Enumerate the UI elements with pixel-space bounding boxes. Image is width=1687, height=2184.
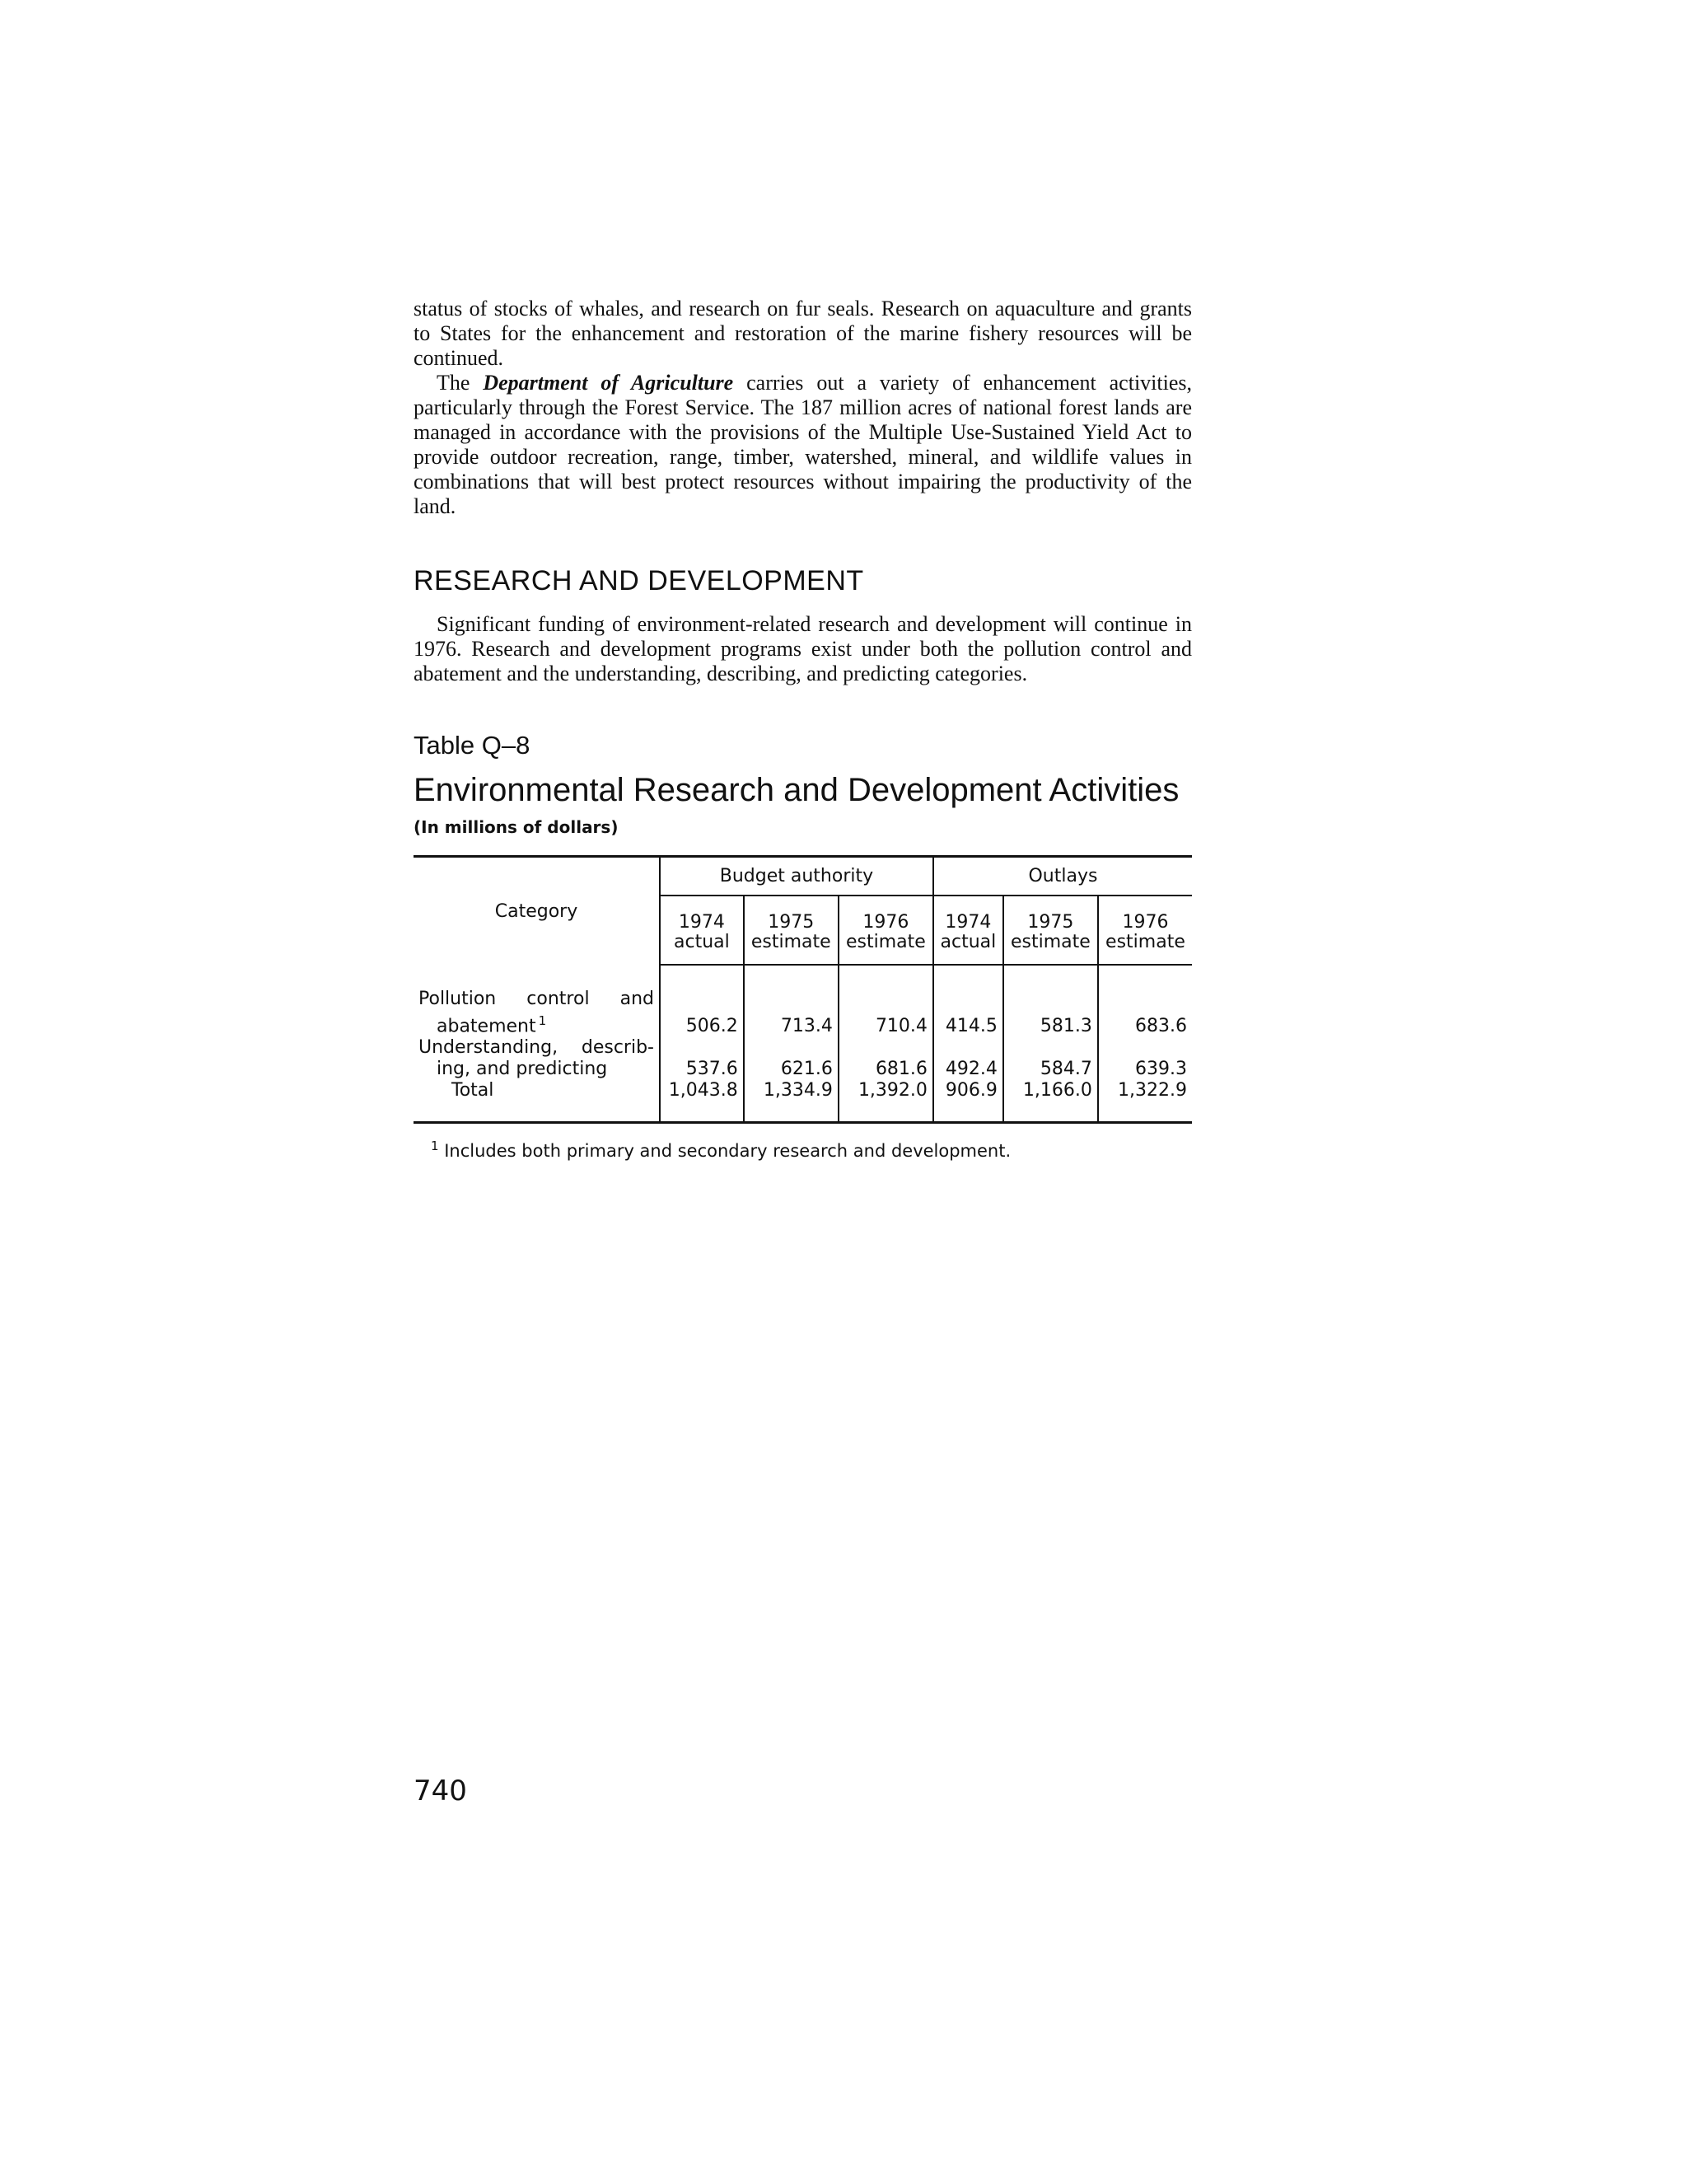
footnote-marker: 1 [431, 1139, 439, 1154]
row-label-line: Understanding, describ- [418, 1037, 654, 1059]
row-label-total [414, 1080, 660, 1101]
table-cell: 414.5 [933, 989, 1003, 1037]
section-paragraph: Significant funding of environment-related research and development will continue in 1976. Research and development programs exist under both the pollution control and abatement and the understanding, describing, and predicting categories. [414, 612, 1192, 685]
table-row [414, 1037, 1192, 1080]
row-label-line [418, 1010, 654, 1037]
row-label-line: Pollution control and [418, 989, 654, 1009]
col-kind: actual [674, 932, 730, 952]
table-cell: 683.6 [1135, 1016, 1187, 1037]
outlays-header: Outlays [933, 857, 1192, 896]
col-year: 1976 [862, 912, 909, 933]
table-cell: 1,322.9 [1118, 1080, 1187, 1101]
row-label-line: Total [451, 1080, 494, 1101]
section-heading: RESEARCH AND DEVELOPMENT [414, 565, 864, 596]
table-cell: 537.6 [660, 1037, 744, 1080]
table-cell: 639.3 [1135, 1059, 1187, 1080]
table-cell: 506.2 [660, 989, 744, 1037]
row-label-pollution [414, 989, 660, 1037]
table-cell: 1,166.0 [1003, 1080, 1098, 1101]
col-header-budget-1974 [660, 896, 744, 965]
paragraph-agriculture-prefix: The [437, 371, 484, 395]
col-header-outlays-1976 [1098, 896, 1192, 965]
table-cell: 1,334.9 [744, 1080, 839, 1101]
table-cell: 581.3 [1003, 989, 1098, 1037]
table-cell: 492.4 [933, 1037, 1003, 1080]
page-number: 740 [414, 1775, 467, 1808]
footnote-ref: 1 [538, 1013, 547, 1028]
row-label-text: abatement [437, 1016, 536, 1037]
department-of-agriculture-emphasis: Department of Agriculture [483, 371, 734, 395]
table-cell: 681.6 [839, 1037, 933, 1080]
col-year: 1974 [678, 912, 725, 933]
table-row-total [414, 1080, 1192, 1101]
paragraph-fisheries: status of stocks of whales, and research on fur seals. Research on aquaculture and grants to States for the enhancement and restoration of the marine fishery resources will be continued. [414, 297, 1192, 370]
category-header: Category [414, 857, 660, 966]
table-cell: 1,043.8 [660, 1080, 744, 1101]
rd-activities-table [414, 855, 1192, 1124]
table-cell: 710.4 [839, 989, 933, 1037]
col-kind: estimate [845, 932, 926, 952]
table-cell: 584.7 [1003, 1037, 1098, 1080]
table-label: Table Q–8 [414, 731, 530, 760]
row-label-line: ing, and predicting [437, 1059, 608, 1080]
col-header-outlays-1974 [933, 896, 1003, 965]
budget-authority-header: Budget authority [660, 857, 933, 896]
table-title: Environmental Research and Development Activities [414, 772, 1180, 808]
col-kind: estimate [1105, 932, 1185, 952]
page-content [414, 297, 1192, 1161]
table-cell: 906.9 [933, 1080, 1003, 1101]
col-kind: estimate [1010, 932, 1091, 952]
col-kind: estimate [750, 932, 831, 952]
table-row [414, 989, 1192, 1037]
table-cell: 713.4 [744, 989, 839, 1037]
paragraph-agriculture-rest: carries out a variety of enhancement activities, particularly through the Forest Service. The 187 million acres of national forest lands are managed in accordance with the provisions of the Multiple Use-Sustained Yield Act to provide outdoor recreation, range, timber, watershed, mineral, and wildlife values in combinations that will best protect resources without impairing the productivity of the land. [414, 371, 1192, 518]
col-kind: actual [940, 932, 997, 952]
table-cell: 621.6 [744, 1037, 839, 1080]
col-header-budget-1975 [744, 896, 839, 965]
col-header-outlays-1975 [1003, 896, 1098, 965]
table-footnote [428, 1139, 1192, 1161]
paragraph-agriculture [414, 371, 1192, 519]
col-year: 1974 [945, 912, 992, 933]
table-units: (In millions of dollars) [414, 817, 619, 837]
col-year: 1975 [768, 912, 815, 933]
footnote-text: Includes both primary and secondary research and development. [444, 1141, 1012, 1162]
row-label-understanding [414, 1037, 660, 1080]
col-year: 1975 [1027, 912, 1074, 933]
col-year: 1976 [1122, 912, 1169, 933]
table-cell: 1,392.0 [839, 1080, 933, 1101]
col-header-budget-1976 [839, 896, 933, 965]
